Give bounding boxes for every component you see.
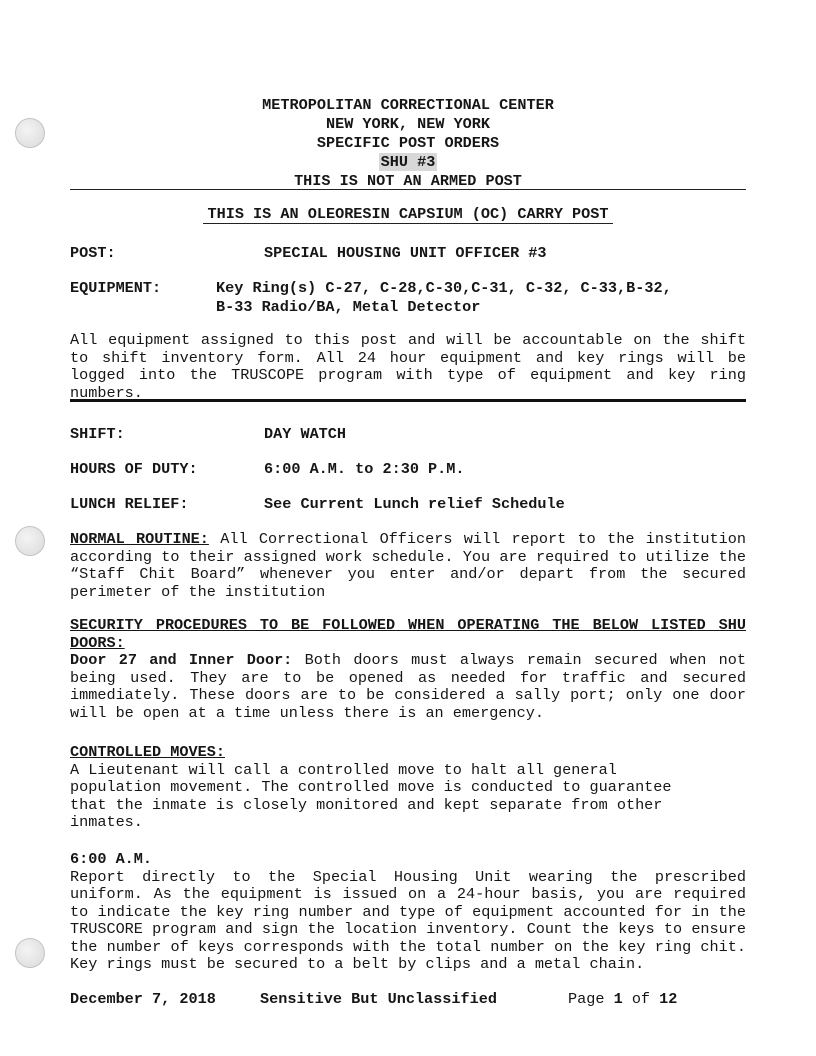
footer-date: December 7, 2018 (70, 990, 216, 1008)
six-am-text: Report directly to the Special Housing Unit wearing the prescribed uniform. As the equipment is issued on a 24-hour basis, you are required to indicate the key ring number and type of equipment accounted for in the TRUSCORE program and sign the location inventory. Count the keys to ensure the number of keys corresponds with the total number on the key ring chit. Key rings must be secured to a belt by clips and a metal chain. (70, 867, 746, 973)
shift-value: DAY WATCH (264, 425, 347, 443)
page-number: 1 (613, 990, 623, 1008)
footer-classification: Sensitive But Unclassified (260, 990, 497, 1008)
shift-label: SHIFT: (70, 425, 125, 443)
equipment-line: B-33 Radio/BA, Metal Detector (216, 298, 481, 316)
normal-routine-text: All Correctional Officers will report to the institution according to their assigned work schedule. You are required to utilize the “Staff Chit Board” whenever you enter and/or depart from the secured perimeter of the institution (70, 530, 747, 601)
controlled-moves-line: that the inmate is closely monitored and kept separate from other (70, 795, 663, 814)
lunch-label: LUNCH RELIEF: (70, 495, 189, 513)
controlled-moves-line: inmates. (70, 813, 143, 831)
security-section (70, 617, 746, 722)
lunch-value: See Current Lunch relief Schedule (264, 495, 565, 513)
oc-notice: THIS IS AN OLEORESIN CAPSIUM (OC) CARRY POST (203, 205, 612, 224)
six-am-heading: 6:00 A.M. (70, 850, 153, 868)
door-label: Door 27 and Inner Door: (70, 651, 293, 669)
controlled-moves-heading: CONTROLLED MOVES: (70, 743, 225, 761)
header-armed-status: THIS IS NOT AN ARMED POST (294, 172, 522, 190)
controlled-moves-line: A Lieutenant will call a controlled move to halt all general (70, 760, 617, 779)
header-institution: METROPOLITAN CORRECTIONAL CENTER (262, 96, 554, 114)
page-prefix: Page (568, 990, 614, 1008)
door-text: Both doors must always remain secured when not being used. They are to be opened as needed for traffic and secured immediately. These doors are to be considered a sally port; only one door will be open at a time unless there is an emergency. (70, 651, 746, 722)
binder-hole (15, 118, 45, 148)
footer-page (568, 990, 677, 1008)
controlled-moves-section (70, 744, 672, 832)
six-am-section (70, 851, 746, 974)
controlled-moves-line: population movement. The controlled move is conducted to guarantee (70, 778, 672, 796)
page-total: 12 (659, 990, 678, 1008)
header-divider (70, 189, 746, 190)
binder-hole (15, 938, 45, 968)
page-of: of (622, 990, 660, 1008)
equipment-value (216, 279, 672, 317)
header-location: NEW YORK, NEW YORK (325, 115, 491, 133)
post-value: SPECIAL HOUSING UNIT OFFICER #3 (264, 244, 547, 262)
equipment-note: All equipment assigned to this post and will be accountable on the shift to shift inventory form. All 24 hour equipment and key rings will be logged into the TRUSCOPE program with type of equipment and key ring numbers. (70, 331, 746, 402)
normal-routine-heading: NORMAL ROUTINE: (70, 530, 209, 548)
binder-hole (15, 526, 45, 556)
normal-routine (70, 531, 746, 601)
document-header (70, 96, 746, 191)
oc-notice-wrap (70, 205, 746, 223)
post-label: POST: (70, 244, 116, 262)
security-heading: SECURITY PROCEDURES TO BE FOLLOWED WHEN OPERATING THE BELOW LISTED SHU DOORS: (70, 616, 746, 652)
section-divider (70, 399, 746, 402)
header-doc-type: SPECIFIC POST ORDERS (316, 134, 500, 152)
hours-label: HOURS OF DUTY: (70, 460, 198, 478)
equipment-label: EQUIPMENT: (70, 279, 162, 297)
header-post-id: SHU #3 (380, 153, 436, 171)
equipment-line: Key Ring(s) C-27, C-28,C-30,C-31, C-32, C-33,B-32, (216, 279, 672, 297)
hours-value: 6:00 A.M. to 2:30 P.M. (264, 460, 465, 478)
